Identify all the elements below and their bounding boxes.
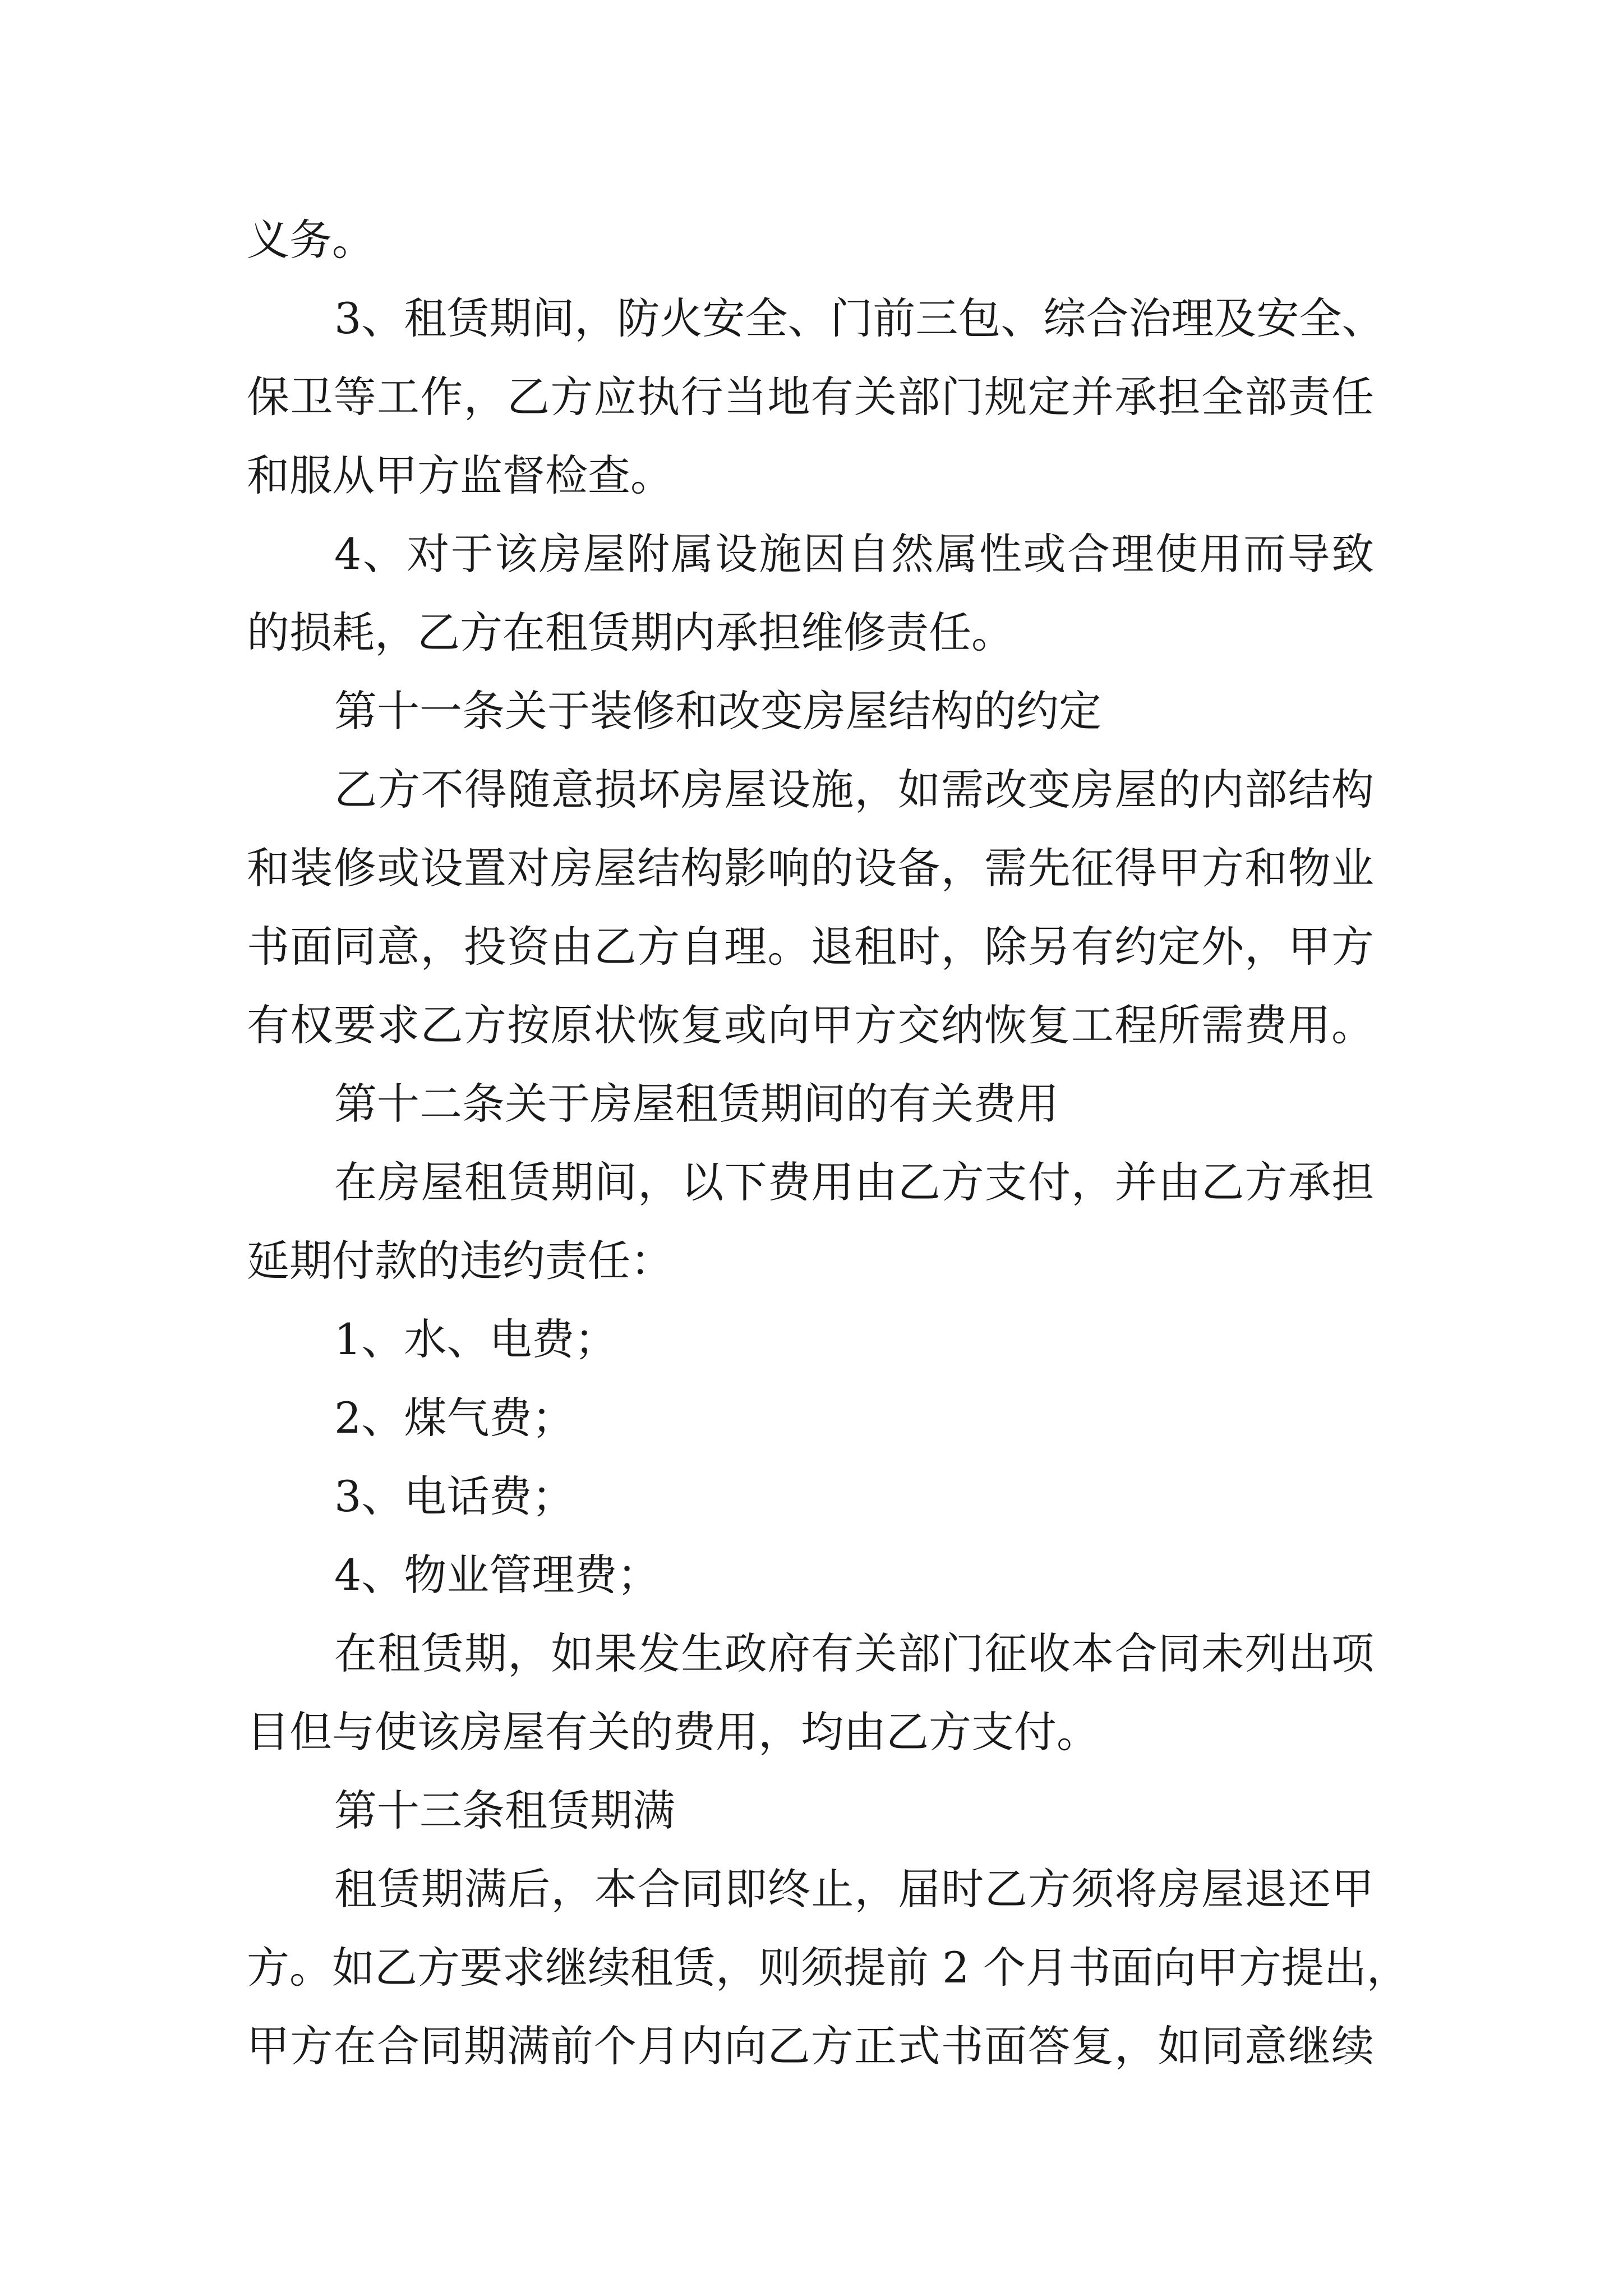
text-line: 保卫等工作，乙方应执行当地有关部门规定并承担全部责任 [247, 372, 1374, 422]
text-line: 和装修或设置对房屋结构影响的设备，需先征得甲方和物业 [247, 843, 1374, 893]
text-line: 3、租赁期间，防火安全、门前三包、综合治理及安全、 [334, 293, 1385, 343]
text-line: 租赁期满后，本合同即终止，届时乙方须将房屋退还甲 [334, 1864, 1374, 1914]
section-heading: 第十一条关于装修和改变房屋结构的约定 [334, 686, 1101, 736]
text-line: 义务。 [247, 215, 375, 265]
list-item: 4、物业管理费； [334, 1550, 660, 1600]
text-line: 目但与使该房屋有关的费用，均由乙方支付。 [247, 1707, 1099, 1757]
text-line: 4、对于该房屋附属设施因自然属性或合理使用而导致 [334, 529, 1374, 579]
list-item: 2、煤气费； [334, 1393, 575, 1443]
section-heading: 第十二条关于房屋租赁期间的有关费用 [334, 1079, 1059, 1129]
text-line: 乙方不得随意损坏房屋设施，如需改变房屋的内部结构 [334, 765, 1374, 815]
text-line: 书面同意，投资由乙方自理。退租时，除另有约定外，甲方 [247, 922, 1374, 972]
text-line: 甲方在合同期满前个月内向乙方正式书面答复，如同意继续 [247, 2021, 1374, 2071]
text-line: 有权要求乙方按原状恢复或向甲方交纳恢复工程所需费用。 [247, 1000, 1374, 1050]
list-item: 1、水、电费； [334, 1314, 617, 1364]
list-item: 3、电话费； [334, 1471, 575, 1521]
text-line: 在房屋租赁期间，以下费用由乙方支付，并由乙方承担 [334, 1157, 1374, 1207]
text-line: 在租赁期，如果发生政府有关部门征收本合同未列出项 [334, 1628, 1374, 1678]
text-line: 的损耗，乙方在租赁期内承担维修责任。 [247, 608, 1014, 657]
section-heading: 第十三条租赁期满 [334, 1786, 675, 1835]
text-line: 方。如乙方要求继续租赁，则须提前 2 个月书面向甲方提出， [247, 1943, 1409, 1993]
text-line: 和服从甲方监督检查。 [247, 450, 673, 500]
text-line: 延期付款的违约责任： [247, 1236, 673, 1286]
